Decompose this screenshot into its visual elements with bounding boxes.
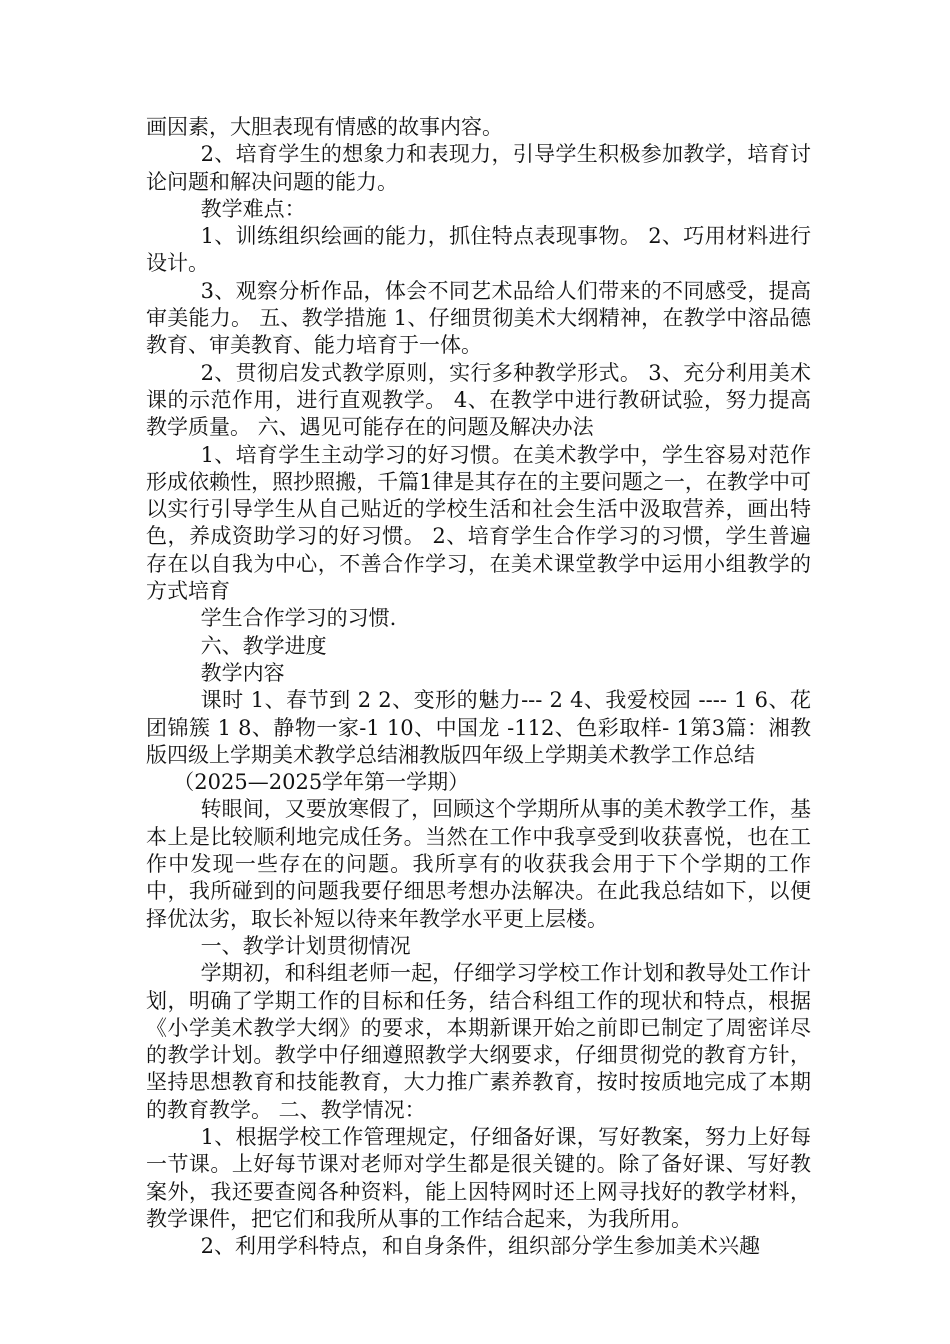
document-body — [146, 114, 811, 1260]
paragraph: 2、贯彻启发式教学原则，实行多种教学形式。 3、充分利用美术课的示范作用，进行直观教学。 4、在教学中进行教研试验，努力提高教学质量。 六、遇见可能存在的问题及解决办法 — [146, 360, 811, 440]
paragraph: 1、训练组织绘画的能力，抓住特点表现事物。 2、巧用材料进行设计。 — [146, 224, 811, 276]
school-year-line: （2025—2025学年第一学期） — [173, 770, 470, 795]
section-heading: 一、教学计划贯彻情况 — [200, 933, 411, 958]
section-heading: 六、教学进度 — [200, 633, 327, 658]
section-heading: 教学难点： — [200, 196, 306, 221]
paragraph: 1、培育学生主动学习的好习惯。在美术教学中，学生容易对范作形成依赖性，照抄照搬，千篇1律是其存在的主要问题之一，在教学中可以实行引导学生从自己贴近的学校生活和社会生活中汲取营养，画出特色，养成资助学习的好习惯。 2、培育学生合作学习的习惯，学生普遍存在以自我为中心，不善合作学习，在美术课堂教学中运用小组教学的方式培育 — [146, 442, 811, 604]
paragraph: 2、利用学科特点，和自身条件，组织部分学生参加美术兴趣 — [200, 1234, 760, 1259]
paragraph: 学生合作学习的习惯. — [200, 606, 397, 631]
paragraph: 转眼间，又要放寒假了，回顾这个学期所从事的美术教学工作，基本上是比较顺利地完成任务。当然在工作中我享受到收获喜悦，也在工作中发现一些存在的问题。我所享有的收获我会用于下个学期的工作中，我所碰到的问题我要仔细思考想办法解决。在此我总结如下，以便择优汰劣，取长补短以待来年教学水平更上层楼。 — [146, 797, 811, 931]
paragraph: 学期初，和科组老师一起，仔细学习学校工作计划和教导处工作计划，明确了学期工作的目标和任务，结合科组工作的现状和特点，根据《小学美术教学大纲》的要求，本期新课开始之前即已制定了周密详尽的教学计划。教学中仔细遵照教学大纲要求，仔细贯彻党的教育方针，坚持思想教育和技能教育，大力推广素养教育，按时按质地完成了本期的教育教学。 二、教学情况： — [146, 961, 811, 1122]
paragraph: 画因素，大胆表现有情感的故事内容。 — [146, 115, 503, 139]
paragraph: 3、观察分析作品，体会不同艺术品给人们带来的不同感受，提高审美能力。 五、教学措施 1、仔细贯彻美术大纲精神，在教学中溶品德教育、审美教育、能力培育于一体。 — [146, 278, 811, 358]
paragraph: 1、根据学校工作管理规定，仔细备好课，写好教案，努力上好每一节课。上好每节课对老师对学生都是很关键的。除了备好课、写好教案外，我还要查阅各种资料，能上因特网时还上网寻找好的教学材料，教学课件，把它们和我所从事的工作结合起来，为我所用。 — [146, 1124, 811, 1231]
paragraph: 2、培育学生的想象力和表现力，引导学生积极参加教学，培育讨论问题和解决问题的能力。 — [146, 142, 811, 194]
paragraph: 课时 1、春节到 2 2、变形的魅力--- 2 4、我爱校园 ---- 1 6、花团锦簇 1 8、静物一家-1 10、中国龙 -112、色彩取样- 1第3篇：湘教版四级上学期美术教学总结湘教版四年级上学期美术教学工作总结 — [146, 688, 811, 767]
paragraph: 教学内容 — [200, 660, 285, 685]
